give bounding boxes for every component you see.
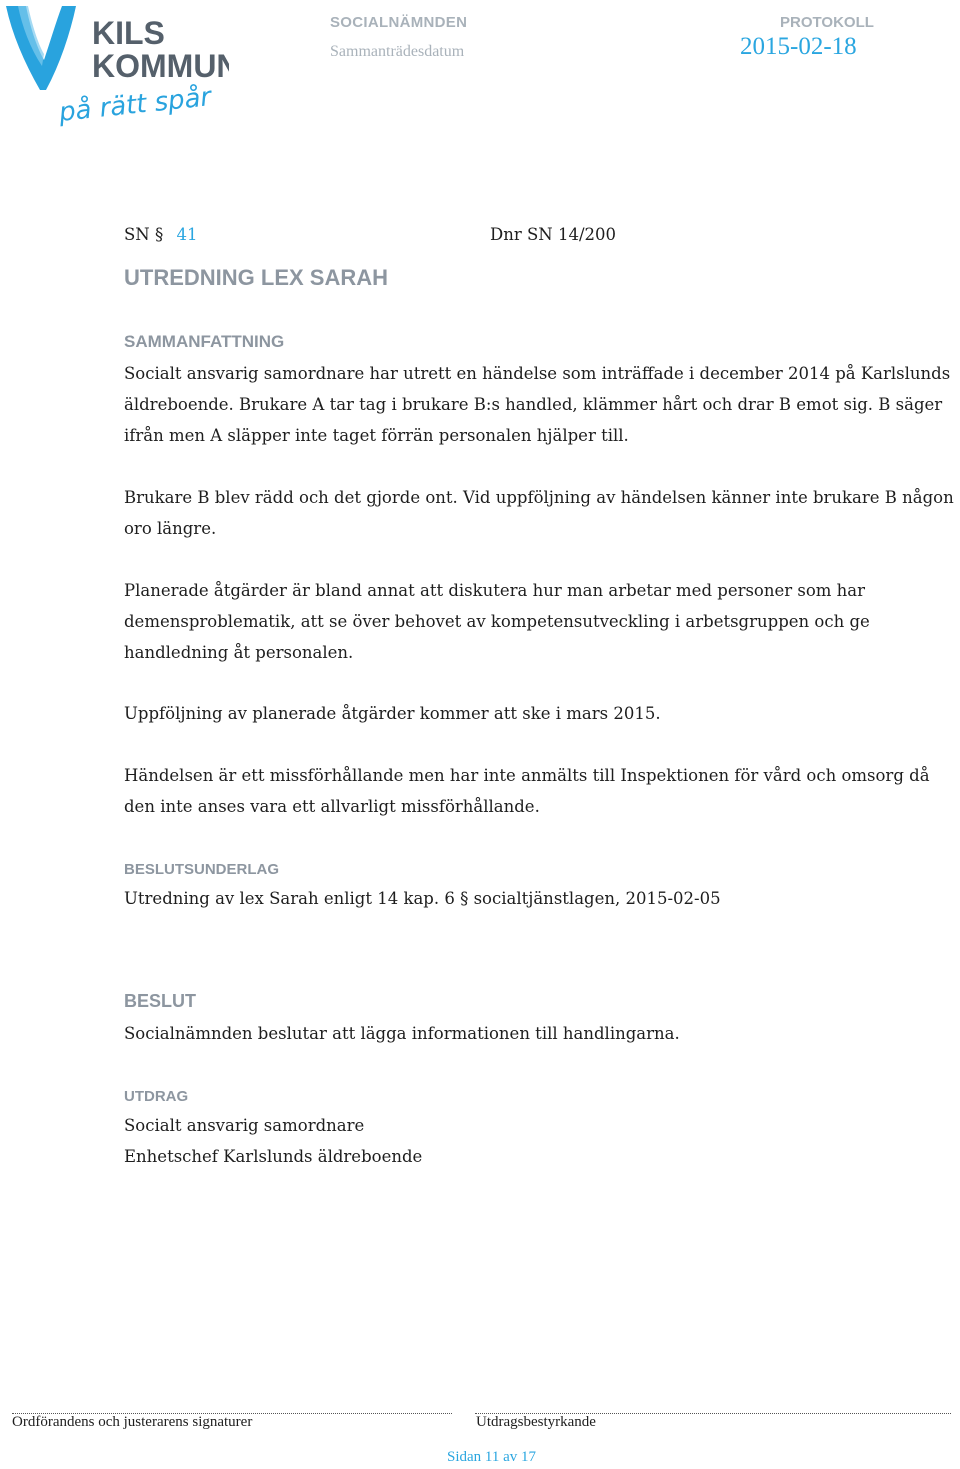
- extract-recipient: Socialt ansvarig samordnare: [124, 1116, 365, 1135]
- logo-text-kils: KILS: [92, 15, 165, 51]
- paragraph-number: [124, 219, 198, 250]
- decision-heading: BESLUT: [124, 991, 196, 1011]
- extract-recipients: [124, 1110, 960, 1172]
- logo-mark-icon: [4, 4, 229, 132]
- summary-paragraph-3: Planerade åtgärder är bland annat att diskutera hur man arbetar med personer som har demensproblematik, att se över behovet av kompetensutveckling i arbetsgruppen och ge handledning åt personalen.: [124, 581, 870, 662]
- meeting-date: 2015-02-18: [740, 33, 857, 60]
- extract-recipient: Enhetschef Karlslunds äldreboende: [124, 1147, 423, 1166]
- summary-paragraph-4: Uppföljning av planerade åtgärder kommer att ske i mars 2015.: [124, 704, 661, 723]
- decision-text: Socialnämnden beslutar att lägga informationen till handlingarna.: [124, 1024, 680, 1043]
- section-sign: §: [155, 225, 164, 244]
- decision-basis-heading: BESLUTSUNDERLAG: [124, 861, 280, 878]
- summary-paragraph-5: Händelsen är ett missförhållande men har inte anmälts till Inspektionen för vård och omsorg då den inte anses vara ett allvarligt missförhållande.: [124, 766, 930, 816]
- paragraph-prefix: SN: [124, 225, 150, 244]
- case-title: UTREDNING LEX SARAH: [124, 265, 389, 290]
- decision-basis-text: Utredning av lex Sarah enligt 14 kap. 6 § socialtjänstlagen, 2015-02-05: [124, 889, 721, 908]
- certifier-label: Utdragsbestyrkande: [476, 1414, 596, 1430]
- extract-heading: UTDRAG: [124, 1088, 189, 1105]
- diary-number: Dnr SN 14/200: [490, 225, 617, 244]
- committee-name: SOCIALNÄMNDEN: [330, 14, 468, 31]
- summary-heading: SAMMANFATTNING: [124, 332, 285, 351]
- page-number: Sidan 11 av 17: [447, 1449, 537, 1465]
- signatures-label: Ordförandens och justerarens signaturer: [12, 1414, 253, 1430]
- meeting-date-label: Sammanträdesdatum: [330, 43, 465, 60]
- summary-paragraph-1: Socialt ansvarig samordnare har utrett en händelse som inträffade i december 2014 på Karlslunds äldreboende. Brukare A tar tag i brukare B:s handled, klämmer hårt och drar B emot sig. B säger ifrån men A släpper inte taget förrän personalen hjälper till.: [124, 364, 951, 445]
- summary-paragraph-2: Brukare B blev rädd och det gjorde ont. Vid uppföljning av händelsen känner inte brukare B någon oro längre.: [124, 488, 954, 538]
- logo-text-kommun: KOMMUN: [92, 48, 229, 84]
- document-type: PROTOKOLL: [780, 14, 874, 31]
- paragraph-number-value: 41: [176, 225, 198, 244]
- logo-slogan: på rätt spår: [57, 82, 213, 128]
- kils-kommun-logo: [4, 4, 229, 132]
